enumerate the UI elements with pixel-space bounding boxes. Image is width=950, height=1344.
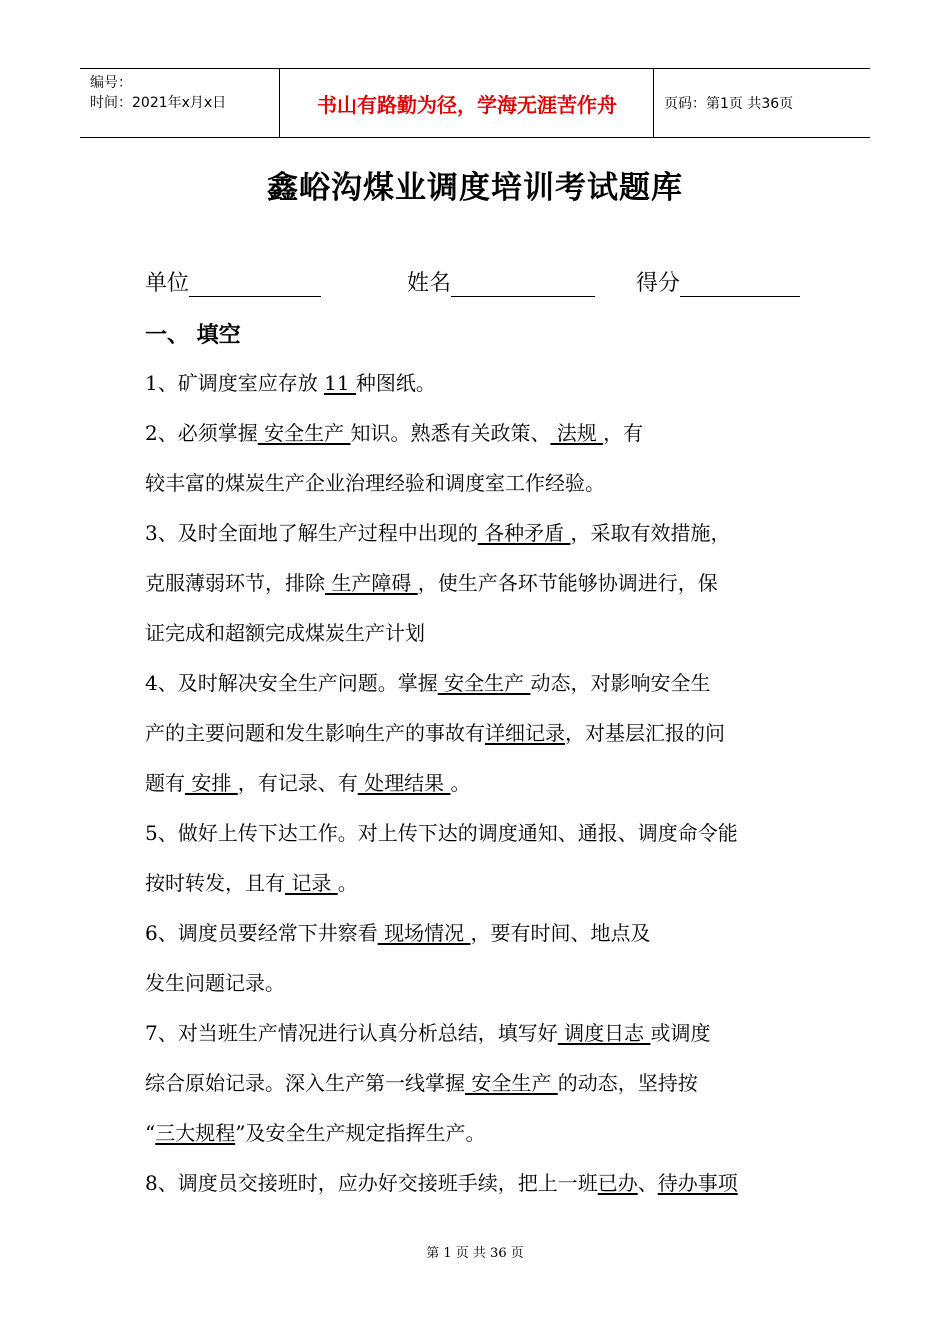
score-field	[636, 266, 800, 297]
question-line: 发生问题记录。	[145, 971, 285, 995]
answer-blank: 11	[324, 371, 356, 395]
question-line: “三大规程”及安全生产规定指挥生产。	[145, 1121, 486, 1145]
question-line: 4、及时解决安全生产问题。掌握 安全生产 动态，对影响安全生	[145, 671, 711, 695]
answer-blank: 安全生产	[257, 421, 351, 445]
question-line: 1、矿调度室应存放 11 种图纸。	[145, 371, 436, 395]
question-line: 6、调度员要经常下井察看 现场情况 ，要有时间、地点及	[145, 921, 651, 945]
answer-blank: 法规	[550, 421, 604, 445]
question-line: 2、必须掌握 安全生产 知识。熟悉有关政策、 法规 ，有	[145, 421, 644, 445]
page-footer: 第 1 页 共 36 页	[426, 1246, 524, 1261]
answer-blank: 处理结果	[357, 771, 451, 795]
answer-blank: 各种矛盾	[477, 521, 571, 545]
question-line: 题有 安排 ，有记录、有 处理结果 。	[145, 771, 471, 795]
answer-blank: 安全生产	[437, 671, 531, 695]
score-blank	[680, 270, 800, 297]
header-meta	[80, 69, 280, 137]
question-line: 综合原始记录。深入生产第一线掌握 安全生产 的动态，坚持按	[145, 1071, 698, 1095]
score-label: 得分	[636, 271, 681, 296]
unit-blank	[189, 270, 321, 297]
unit-label: 单位	[145, 271, 190, 296]
unit-field	[145, 266, 321, 297]
answer-blank: 记录	[285, 871, 338, 895]
question-line: 较丰富的煤炭生产企业治理经验和调度室工作经验。	[145, 471, 605, 495]
document-title: 鑫峪沟煤业调度培训考试题库	[267, 170, 683, 206]
answer-blank: 已办	[597, 1171, 638, 1195]
answer-blank: 现场情况	[377, 921, 471, 945]
name-blank	[451, 270, 595, 297]
answer-blank: 生产障碍	[325, 571, 418, 595]
question-line: 按时转发，且有 记录 。	[145, 871, 358, 895]
answer-blank: 详细记录	[485, 721, 565, 745]
answer-blank: 安排	[185, 771, 238, 795]
time-label: 时间：2021年x月x日	[90, 95, 227, 111]
header-motto: 书山有路勤为径，学海无涯苦作舟	[281, 69, 654, 137]
question-line: 8、调度员交接班时，应办好交接班手续，把上一班已办、待办事项	[145, 1171, 738, 1195]
question-line: 证完成和超额完成煤炭生产计划	[145, 621, 425, 645]
answer-blank: 待办事项	[657, 1171, 738, 1195]
number-label: 编号：	[90, 75, 132, 91]
answer-blank: 调度日志	[557, 1021, 651, 1045]
question-line: 3、及时全面地了解生产过程中出现的 各种矛盾 ，采取有效措施，	[145, 521, 731, 545]
question-line: 产的主要问题和发生影响生产的事故有详细记录，对基层汇报的问	[145, 721, 725, 745]
question-line: 7、对当班生产情况进行认真分析总结，填写好 调度日志 或调度	[145, 1021, 711, 1045]
question-line: 5、做好上传下达工作。对上传下达的调度通知、通报、调度命令能	[145, 821, 738, 845]
document-header	[80, 68, 870, 138]
name-field	[407, 266, 595, 297]
question-line: 克服薄弱环节，排除 生产障碍 ，使生产各环节能够协调进行，保	[145, 571, 718, 595]
name-label: 姓名	[407, 271, 452, 296]
section-heading: 一、 填空	[145, 323, 241, 348]
answer-blank: 三大规程	[155, 1121, 236, 1145]
header-page-info: 页码：第1页 共36页	[664, 96, 794, 112]
answer-blank: 安全生产	[465, 1071, 558, 1095]
